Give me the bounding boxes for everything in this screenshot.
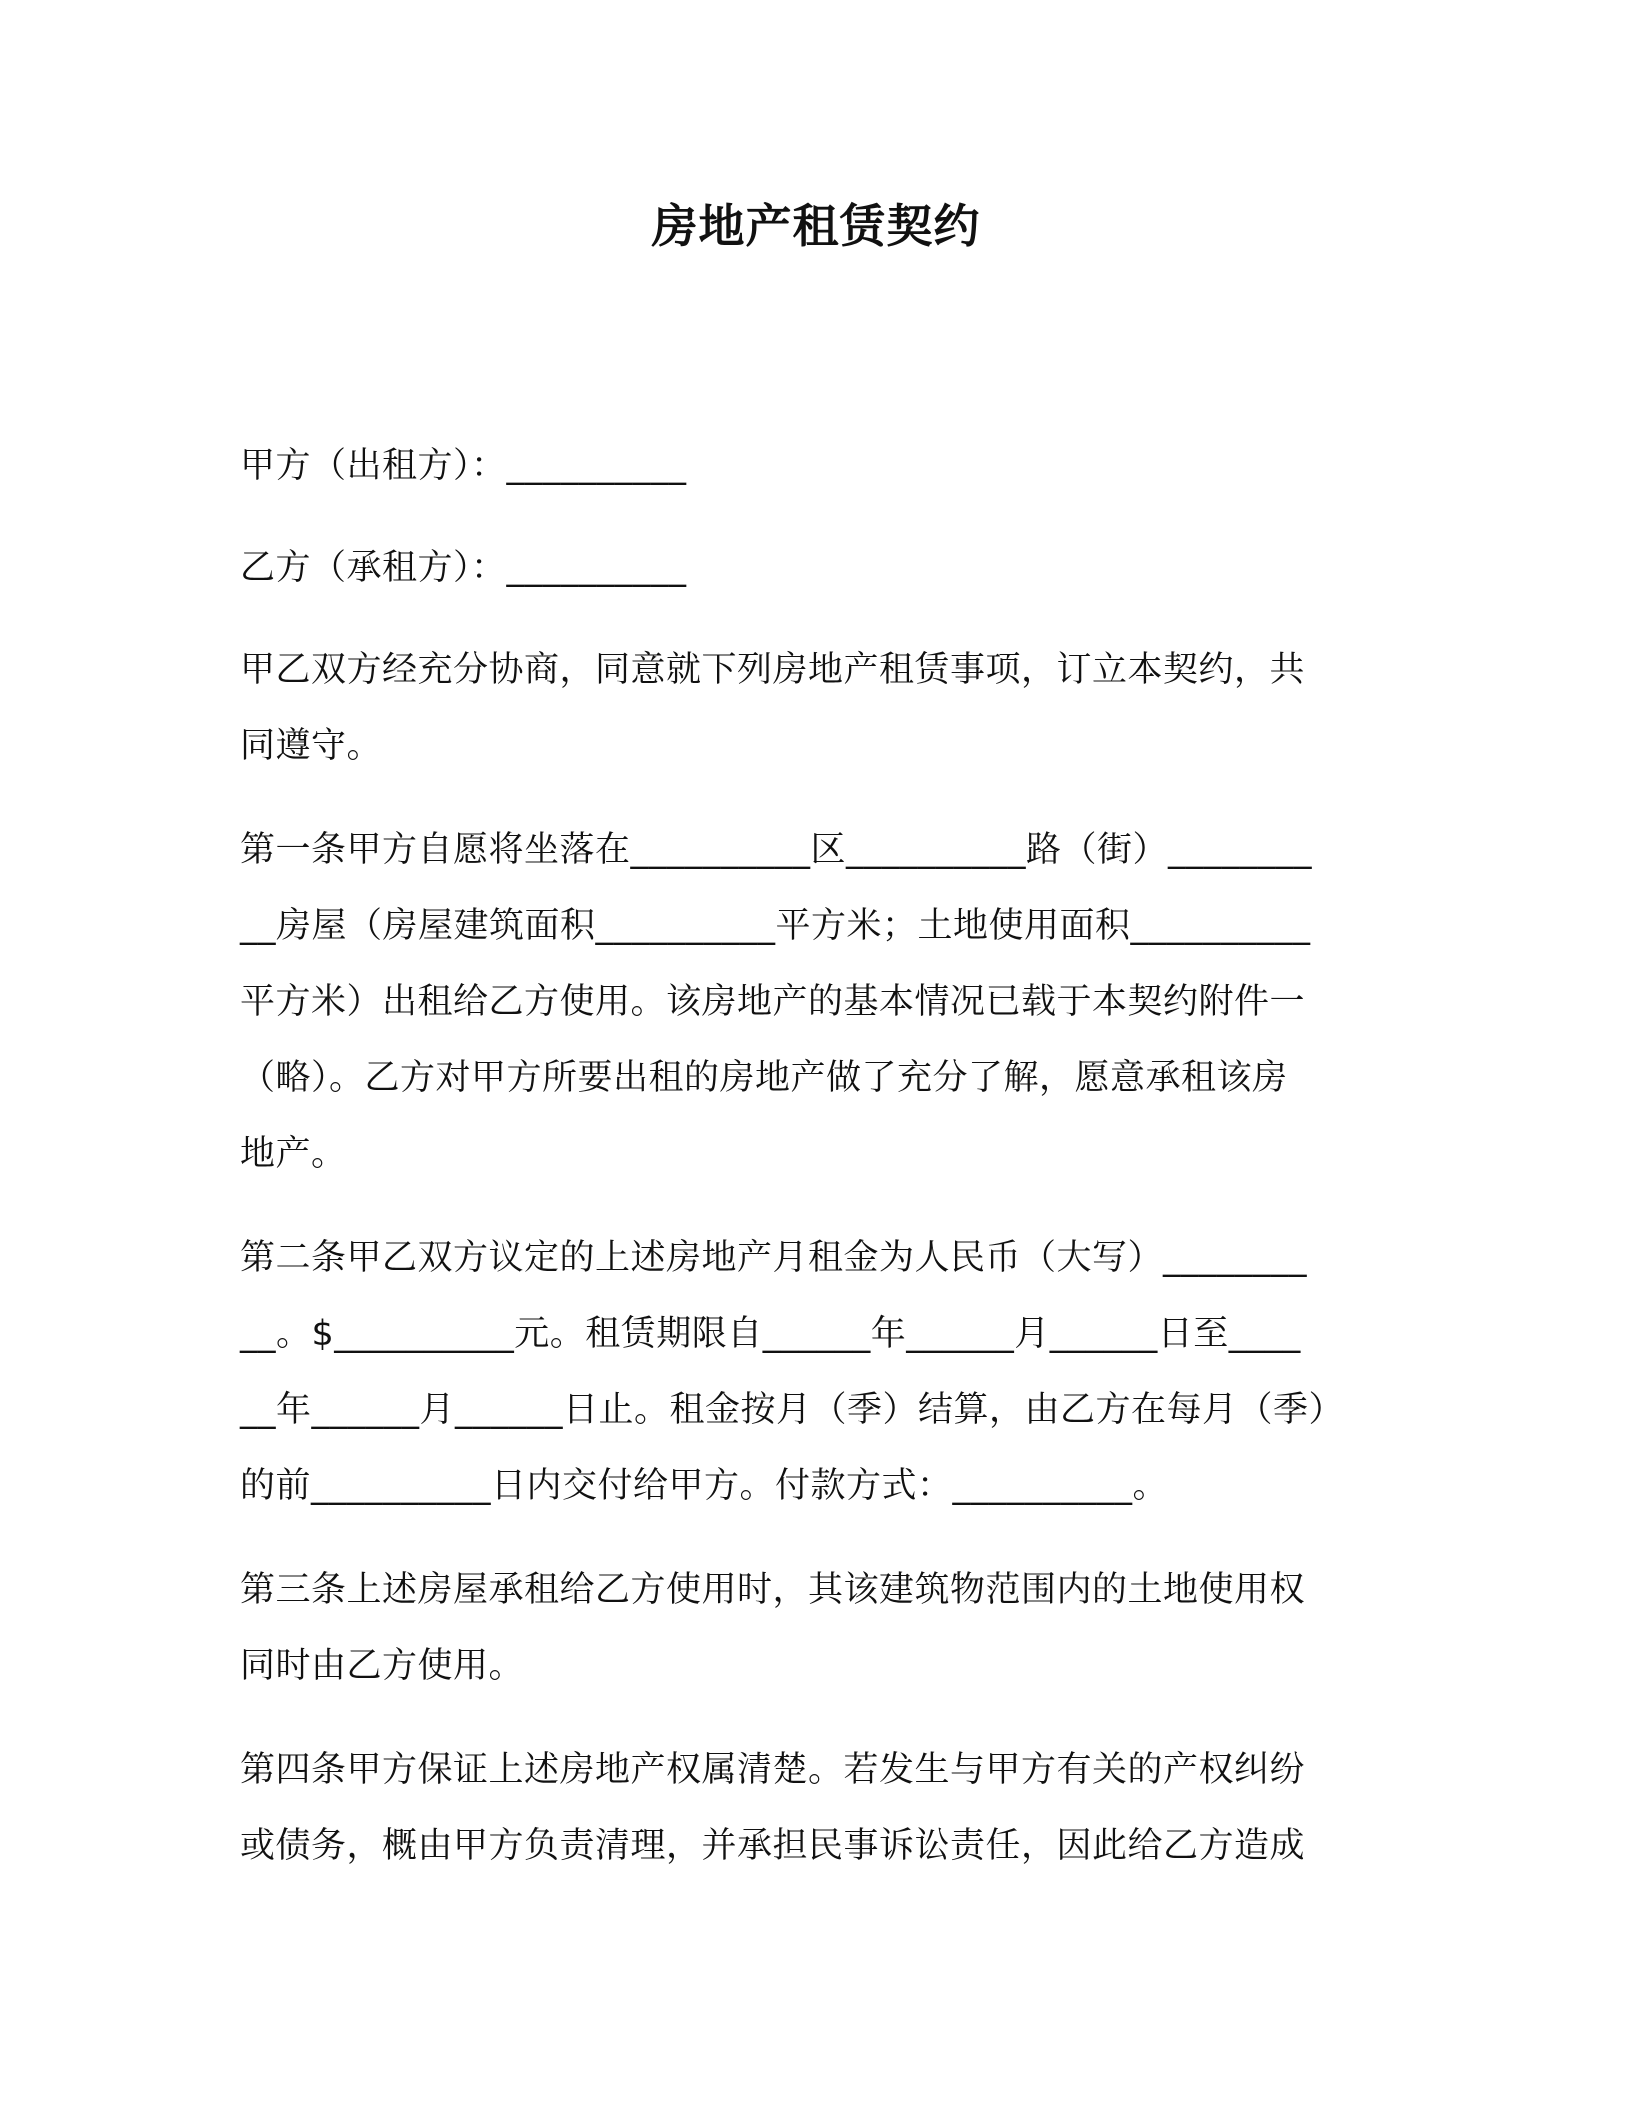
article-1-line-5: 地产。 (240, 1134, 347, 1174)
article-2-line-4: 的前__________日内交付给甲方。付款方式：__________。 (240, 1466, 1169, 1506)
article-1-line-3: 平方米）出租给乙方使用。该房地产的基本情况已载于本契约附件一 (240, 982, 1306, 1022)
article-3-line-2: 同时由乙方使用。 (240, 1646, 525, 1686)
document-title: 房地产租赁契约 (651, 199, 981, 253)
preamble-line-2: 同遵守。 (240, 726, 383, 766)
article-3-line-1: 第三条上述房屋承租给乙方使用时，其该建筑物范围内的土地使用权 (240, 1570, 1306, 1610)
article-1-line-4: （略）。乙方对甲方所要出租的房地产做了充分了解，愿意承租该房 (240, 1058, 1288, 1098)
article-4-line-1: 第四条甲方保证上述房地产权属清楚。若发生与甲方有关的产权纠纷 (240, 1750, 1306, 1790)
article-4-line-2: 或债务，概由甲方负责清理，并承担民事诉讼责任，因此给乙方造成 (240, 1826, 1306, 1866)
preamble-line-1: 甲乙双方经充分协商，同意就下列房地产租赁事项，订立本契约，共 (240, 650, 1306, 690)
article-1-line-2: __房屋（房屋建筑面积__________平方米；土地使用面积__________ (240, 906, 1311, 946)
article-2-line-2: __。$__________元。租赁期限自______年______月______日至____ (240, 1314, 1301, 1354)
article-1-line-1: 第一条甲方自愿将坐落在__________区__________路（街）________ (240, 830, 1313, 870)
party-b-line: 乙方（承租方）：__________ (240, 548, 687, 588)
article-2-line-1: 第二条甲乙双方议定的上述房地产月租金为人民币（大写）________ (240, 1238, 1308, 1278)
party-a-line: 甲方（出租方）：__________ (240, 446, 687, 486)
article-2-line-3: __年______月______日止。租金按月（季）结算，由乙方在每月（季） (240, 1390, 1345, 1430)
